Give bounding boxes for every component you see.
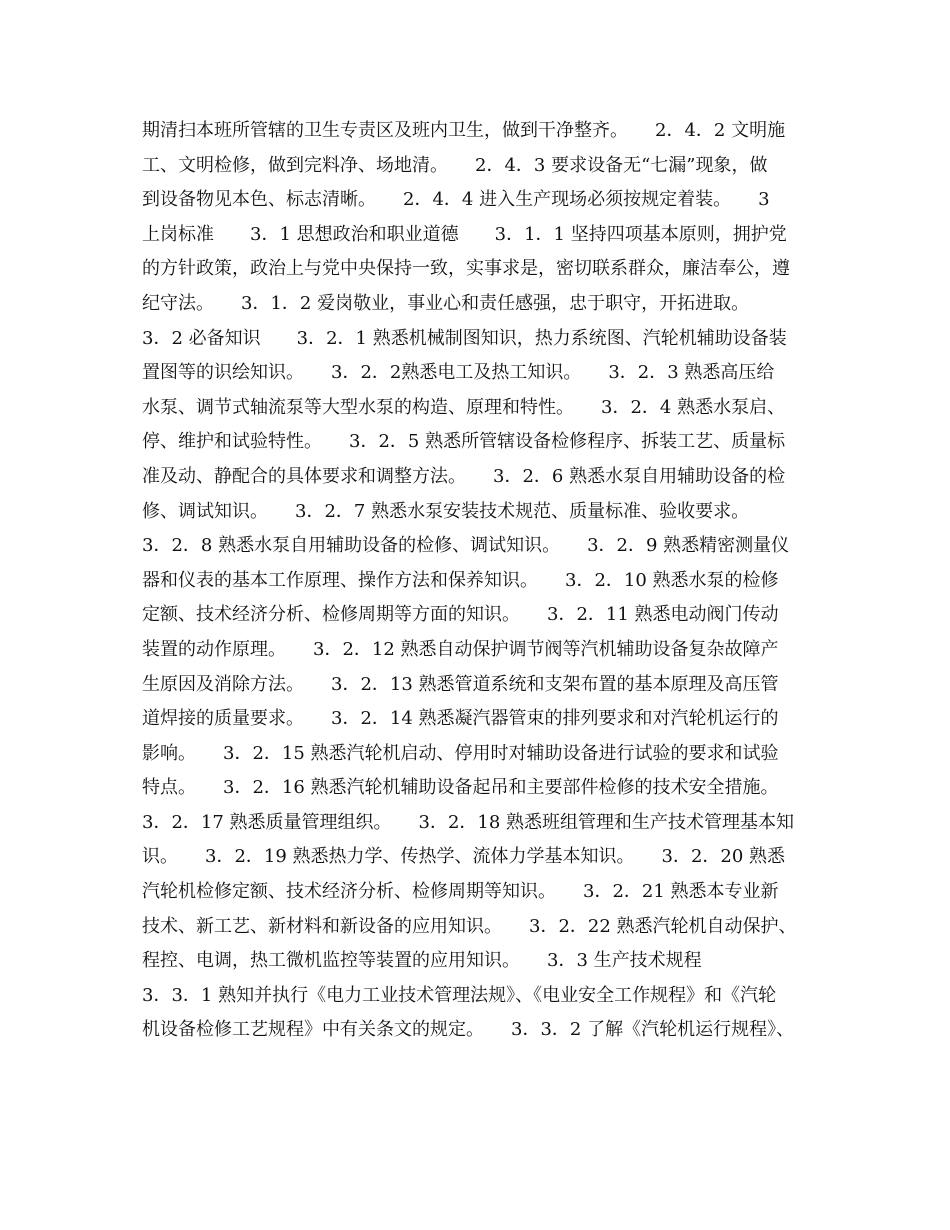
text-line: 上岗标准 3．1 思想政治和职业道德 3．1．1 坚持四项基本原则，拥护党 bbox=[142, 223, 787, 245]
text-line: 期清扫本班所管辖的卫生专责区及班内卫生，做到干净整齐。 2．4．2 文明施 bbox=[142, 120, 786, 141]
text-line: 程控、电调，热工微机监控等装置的应用知识。 3．3 生产技术规程 bbox=[142, 950, 702, 972]
text-line: 生原因及消除方法。 3．2．13 熟悉管道系统和支架布置的基本原理及高压管 bbox=[142, 673, 779, 695]
text-line: 3．3．1 熟知并执行《电力工业技术管理法规》、《电业安全工作规程》和《汽轮 bbox=[142, 984, 777, 1006]
text-line: 定额、技术经济分析、检修周期等方面的知识。 3．2．11 熟悉电动阀门传动 bbox=[142, 604, 779, 626]
text-line: 汽轮机检修定额、技术经济分析、检修周期等知识。 3．2．21 熟悉本专业新 bbox=[142, 881, 779, 903]
text-line: 停、维护和试验特性。 3．2．5 熟悉所管辖设备检修程序、拆装工艺、质量标 bbox=[142, 431, 786, 453]
text-line: 3．2 必备知识 3．2．1 熟悉机械制图知识，热力系统图、汽轮机辅助设备装 bbox=[142, 327, 787, 349]
text-line: 器和仪表的基本工作原理、操作方法和保养知识。 3．2．10 熟悉水泵的检修 bbox=[142, 569, 779, 591]
text-line: 修、调试知识。 3．2．7 熟悉水泵安装技术规范、质量标准、验收要求。 bbox=[142, 500, 750, 522]
text-line: 机设备检修工艺规程》中有关条文的规定。 3．3．2 了解《汽轮机运行规程》、 bbox=[142, 1019, 795, 1041]
text-line: 水泵、调节式轴流泵等大型水泵的构造、原理和特性。 3．2．4 熟悉水泵启、 bbox=[142, 396, 786, 418]
text-line: 识。 3．2．19 熟悉热力学、传热学、流体力学基本知识。 3．2．20 熟悉 bbox=[142, 846, 786, 868]
text-line: 特点。 3．2．16 熟悉汽轮机辅助设备起吊和主要部件检修的技术安全措施。 bbox=[142, 777, 779, 799]
text-line: 准及动、静配合的具体要求和调整方法。 3．2．6 熟悉水泵自用辅助设备的检 bbox=[142, 465, 786, 487]
text-line: 工、文明检修，做到完料净、场地清。 2．4．3 要求设备无“七漏”现象，做 bbox=[142, 154, 768, 176]
text-line: 道焊接的质量要求。 3．2．14 熟悉凝汽器管束的排列要求和对汽轮机运行的 bbox=[142, 708, 779, 730]
text-line: 装置的动作原理。 3．2．12 熟悉自动保护调节阀等汽机辅助设备复杂故障产 bbox=[142, 638, 779, 660]
text-line: 3．2．17 熟悉质量管理组织。 3．2．18 熟悉班组管理和生产技术管理基本知 bbox=[142, 811, 795, 833]
body-text bbox=[142, 114, 822, 1048]
text-line: 的方针政策，政治上与党中央保持一致，实事求是，密切联系群众，廉洁奉公，遵 bbox=[142, 258, 790, 280]
text-line: 到设备物见本色、标志清晰。 2．4．4 进入生产现场必须按规定着装。 3 bbox=[142, 189, 770, 211]
text-line: 置图等的识绘知识。 3．2．2熟悉电工及热工知识。 3．2．3 熟悉高压给 bbox=[142, 362, 775, 384]
text-line: 技术、新工艺、新材料和新设备的应用知识。 3．2．22 熟悉汽轮机自动保护、 bbox=[142, 915, 797, 937]
text-line: 3．2．8 熟悉水泵自用辅助设备的检修、调试知识。 3．2．9 熟悉精密测量仪 bbox=[142, 535, 790, 557]
text-line: 影响。 3．2．15 熟悉汽轮机启动、停用时对辅助设备进行试验的要求和试验 bbox=[142, 742, 779, 764]
text-line: 纪守法。 3．1．2 爱岗敬业，事业心和责任感强，忠于职守，开拓进取。 bbox=[142, 292, 750, 314]
